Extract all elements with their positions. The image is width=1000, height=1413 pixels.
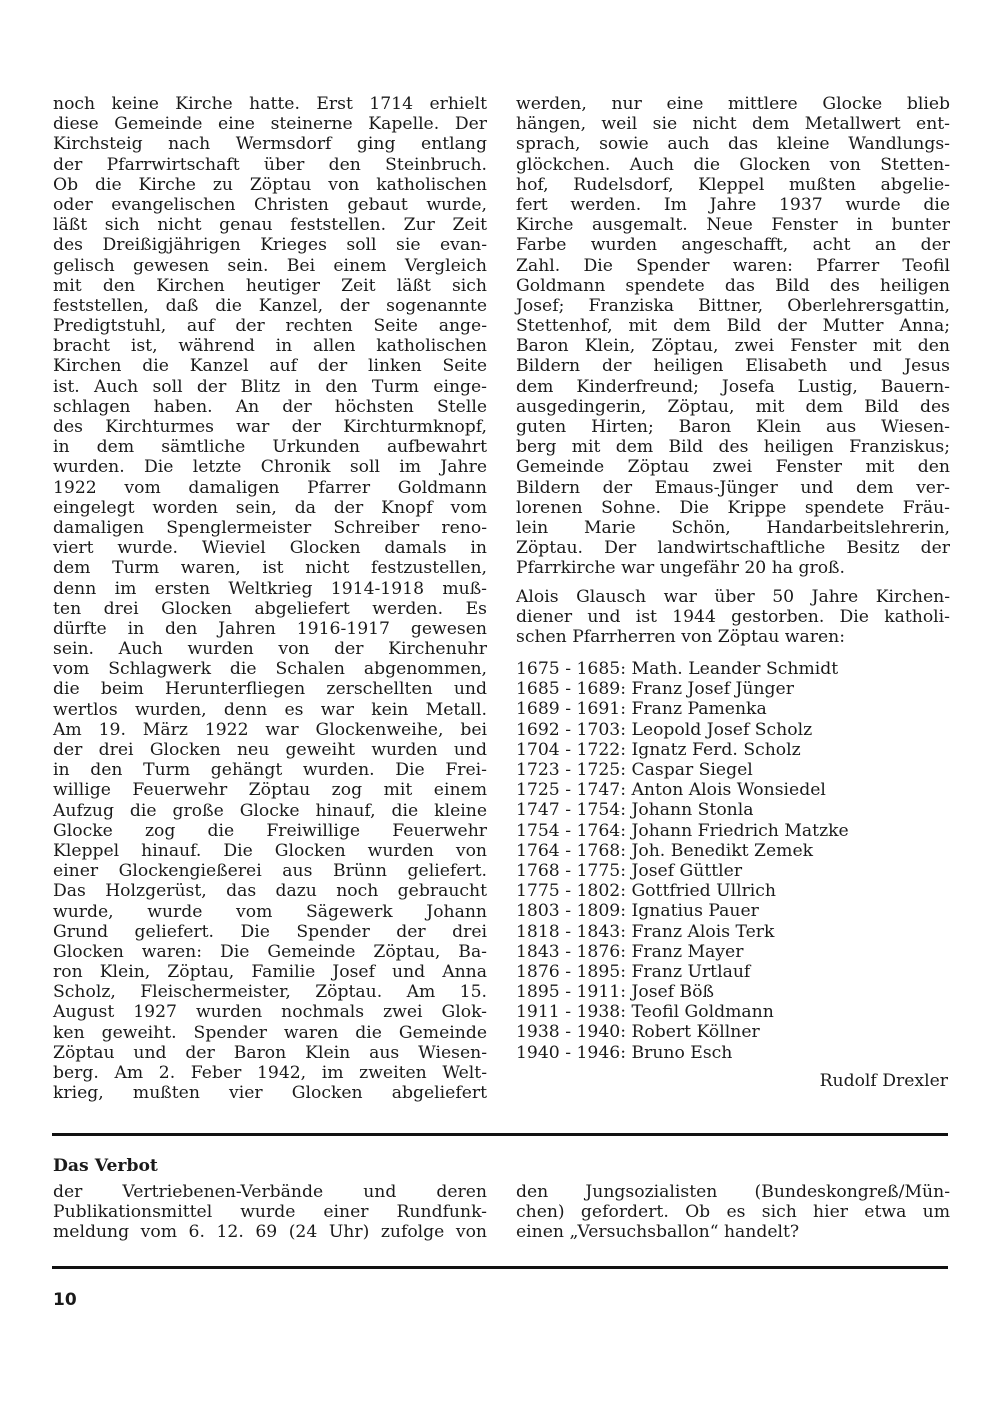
text-line: Zöptau und der Baron Klein aus Wiesen- xyxy=(53,1042,487,1063)
text-line: Glocken waren: Die Gemeinde Zöptau, Ba- xyxy=(53,941,487,962)
text-line: hängen, weil sie nicht dem Metallwert ent- xyxy=(516,114,950,135)
text-line: Gemeinde Zöptau zwei Fenster mit den xyxy=(516,457,950,478)
text-line: Alois Glausch war über 50 Jahre Kirchen- xyxy=(516,586,950,607)
pastor-years: 1704 - 1722: xyxy=(516,739,627,760)
text-line: sprach, sowie auch das kleine Wandlungs- xyxy=(516,134,950,155)
text-line: Zöptau. Der landwirtschaftliche Besitz der xyxy=(516,538,950,559)
pastor-years: 1685 - 1689: xyxy=(516,679,627,700)
pastor-name: Franz Mayer xyxy=(631,941,744,962)
text-line: 1922 vom damaligen Pfarrer Goldmann xyxy=(53,477,487,498)
text-line: der Vertriebenen-Verbände und deren xyxy=(53,1182,487,1202)
pastor-entry xyxy=(516,659,950,679)
section-divider-top xyxy=(52,1133,948,1136)
text-line: der drei Glocken neu geweiht wurden und xyxy=(53,740,487,760)
pastor-years: 1754 - 1764: xyxy=(516,820,627,841)
pastor-name: Josef Güttler xyxy=(631,860,743,881)
notice-right-column xyxy=(516,1182,950,1243)
text-line: diese Gemeinde eine steinerne Kapelle. Der xyxy=(53,114,487,135)
pastor-entry xyxy=(516,740,950,760)
pastor-years: 1843 - 1876: xyxy=(516,941,627,962)
pastor-years: 1725 - 1747: xyxy=(516,780,627,801)
pastor-entry xyxy=(516,922,950,942)
text-line: in den Turm gehängt wurden. Die Frei- xyxy=(53,760,487,781)
text-line: willige Feuerwehr Zöptau zog mit einem xyxy=(53,780,487,801)
pastor-name: Franz Urtlauf xyxy=(631,961,751,982)
text-line: krieg, mußten vier Glocken abgeliefert xyxy=(53,1083,487,1104)
text-line: der Pfarrwirtschaft über den Steinbruch. xyxy=(53,154,487,175)
notice-left-column xyxy=(53,1182,487,1243)
text-line: ausgedingerin, Zöptau, mit dem Bild des xyxy=(516,396,950,417)
pastor-name: Franz Pamenka xyxy=(631,699,767,720)
pastor-entry xyxy=(516,800,950,820)
page-number: 10 xyxy=(53,1290,77,1310)
text-line: Kirchsteig nach Wermsdorf ging entlang xyxy=(53,134,487,155)
text-line: gelisch gewesen sein. Bei einem Vergleich xyxy=(53,255,487,276)
text-line: fert werden. Im Jahre 1937 wurde die xyxy=(516,194,950,215)
text-line: wurde, wurde vom Sägewerk Johann xyxy=(53,901,487,922)
text-line: feststellen, daß die Kanzel, der sogenannte xyxy=(53,295,487,316)
text-line: Glocke zog die Freiwillige Feuerwehr xyxy=(53,820,487,841)
pastor-entry xyxy=(516,841,950,861)
text-line: schen Pfarrherren von Zöptau waren: xyxy=(516,626,845,647)
pastor-entry xyxy=(516,942,950,962)
text-line: chen) gefordert. Ob es sich hier etwa um xyxy=(516,1202,950,1223)
pastor-years: 1803 - 1809: xyxy=(516,901,627,922)
text-line: Publikationsmittel wurde einer Rundfunk- xyxy=(53,1202,487,1223)
pastor-entry xyxy=(516,1002,950,1022)
text-line: Stettenhof, mit dem Bild der Mutter Anna; xyxy=(516,316,950,337)
pastor-name: Ignatz Ferd. Scholz xyxy=(631,739,801,760)
text-line: ron Klein, Zöptau, Familie Josef und Anna xyxy=(53,962,487,983)
text-line: guten Hirten; Baron Klein aus Wiesen- xyxy=(516,417,950,437)
pastor-name: Gottfried Ullrich xyxy=(631,881,776,902)
pastor-years: 1689 - 1691: xyxy=(516,699,627,720)
pastor-years: 1764 - 1768: xyxy=(516,840,627,861)
text-line: ken geweiht. Spender waren die Gemeinde xyxy=(53,1022,487,1043)
text-line: sein. Auch wurden von der Kirchenuhr xyxy=(53,639,487,660)
pastor-name: Johann Stonla xyxy=(631,800,754,821)
text-line: noch keine Kirche hatte. Erst 1714 erhielt xyxy=(53,94,487,114)
pastor-name: Franz Josef Jünger xyxy=(631,679,794,700)
text-line: eingelegt worden sein, da der Knopf vom xyxy=(53,497,487,518)
pastor-years: 1692 - 1703: xyxy=(516,719,627,740)
text-line: Das Holzgerüst, das dazu noch gebraucht xyxy=(53,881,487,902)
text-line: des Kirchturmes war der Kirchturmknopf, xyxy=(53,417,487,437)
text-line: dem Kinderfreund; Josefa Lustig, Bauern- xyxy=(516,376,950,397)
text-line: Kleppel hinauf. Die Glocken wurden von xyxy=(53,840,487,861)
article-right-column xyxy=(516,94,950,1091)
text-line: ten drei Glocken abgeliefert werden. Es xyxy=(53,598,487,619)
text-line: viert wurde. Wieviel Glocken damals in xyxy=(53,538,487,559)
text-line: oder evangelischen Christen gebaut wurde, xyxy=(53,194,487,215)
pastor-years: 1911 - 1938: xyxy=(516,1002,627,1023)
pastor-entry xyxy=(516,962,950,982)
text-line: August 1927 wurden nochmals zwei Glok- xyxy=(53,1002,487,1023)
pastor-name: Robert Köllner xyxy=(631,1022,760,1043)
pastor-years: 1747 - 1754: xyxy=(516,800,627,821)
text-line: Baron Klein, Zöptau, zwei Fenster mit den xyxy=(516,336,950,357)
text-line: Farbe wurden angeschafft, acht an der xyxy=(516,235,950,256)
text-line: wertlos wurden, denn es war kein Metall. xyxy=(53,699,487,720)
pastor-years: 1775 - 1802: xyxy=(516,881,627,902)
author-signature: Rudolf Drexler xyxy=(819,1070,948,1091)
text-line: in dem sämtliche Urkunden aufbewahrt xyxy=(53,437,487,458)
text-line: ist. Auch soll der Blitz in den Turm einge- xyxy=(53,376,487,397)
text-line: Josef; Franziska Bittner, Oberlehrersgattin, xyxy=(516,295,950,316)
text-line: bracht ist, während in allen katholischen xyxy=(53,336,487,357)
text-line: werden, nur eine mittlere Glocke blieb xyxy=(516,94,950,114)
text-line: läßt sich nicht genau feststellen. Zur Zeit xyxy=(53,215,487,236)
text-line: des Dreißigjährigen Krieges soll sie evan- xyxy=(53,235,487,256)
pastor-name: Johann Friedrich Matzke xyxy=(631,820,849,841)
pastor-entry xyxy=(516,982,950,1002)
text-line: dem Turm waren, ist nicht festzustellen, xyxy=(53,558,487,579)
pastor-years: 1938 - 1940: xyxy=(516,1022,627,1043)
article-left-column xyxy=(53,94,487,1103)
text-line: damaligen Spenglermeister Schreiber reno- xyxy=(53,517,487,538)
text-line: Am 19. März 1922 war Glockenweihe, bei xyxy=(53,719,487,740)
text-line: lorenen Sohne. Die Krippe spendete Fräu- xyxy=(516,497,950,518)
text-line: meldung vom 6. 12. 69 (24 Uhr) zufolge von xyxy=(53,1222,487,1243)
text-line: Aufzug die große Glocke hinauf, die kleine xyxy=(53,800,487,821)
pastor-name: Bruno Esch xyxy=(631,1042,733,1063)
pastor-years: 1818 - 1843: xyxy=(516,921,627,942)
text-line: Zahl. Die Spender waren: Pfarrer Teofil xyxy=(516,255,950,276)
pastor-name: Joh. Benedikt Zemek xyxy=(631,840,814,861)
text-line: Bildern der heiligen Elisabeth und Jesus xyxy=(516,356,950,377)
pastor-name: Ignatius Pauer xyxy=(631,901,759,922)
pastor-name: Caspar Siegel xyxy=(631,760,753,780)
pastor-entry xyxy=(516,861,950,881)
text-line: Pfarrkirche war ungefähr 20 ha groß. xyxy=(516,558,845,579)
text-line: Kirche ausgemalt. Neue Fenster in bunter xyxy=(516,215,950,236)
text-line: dürfte in den Jahren 1916-1917 gewesen xyxy=(53,618,487,639)
pastor-name: Leopold Josef Scholz xyxy=(631,719,813,740)
text-line: berg mit dem Bild des heiligen Franziskus; xyxy=(516,437,950,458)
text-line: die beim Herunterfliegen zerschellten und xyxy=(53,679,487,700)
pastor-entry xyxy=(516,1043,950,1063)
text-line: Ob die Kirche zu Zöptau von katholischen xyxy=(53,174,487,195)
article-paragraph-donors xyxy=(516,94,950,579)
article-paragraph-sexton xyxy=(516,587,950,648)
pastor-entry xyxy=(516,720,950,740)
pastor-name: Franz Alois Terk xyxy=(631,921,775,942)
text-line: wurden. Die letzte Chronik soll im Jahre xyxy=(53,457,487,478)
text-line: Kirchen die Kanzel auf der linken Seite xyxy=(53,356,487,377)
text-line: diener und ist 1944 gestorben. Die katholi- xyxy=(516,606,950,627)
pastor-name: Teofil Goldmann xyxy=(631,1002,774,1023)
text-line: einer Glockengießerei aus Brünn geliefert. xyxy=(53,861,487,882)
pastor-years: 1768 - 1775: xyxy=(516,860,627,881)
pastor-list xyxy=(516,659,950,1063)
pastor-entry xyxy=(516,821,950,841)
pastor-name: Josef Böß xyxy=(631,982,714,1003)
text-line: den Jungsozialisten (Bundeskongreß/Mün- xyxy=(516,1182,950,1202)
text-line: Scholz, Fleischermeister, Zöptau. Am 15. xyxy=(53,982,487,1003)
text-line: einen „Versuchsballon“ handelt? xyxy=(516,1222,800,1243)
pastor-name: Math. Leander Schmidt xyxy=(631,659,839,680)
text-line: Predigtstuhl, auf der rechten Seite ange- xyxy=(53,316,487,337)
text-line: Grund geliefert. Die Spender der drei xyxy=(53,921,487,942)
text-line: hof, Rudelsdorf, Kleppel mußten abgelie- xyxy=(516,174,950,195)
text-line: Bildern der Emaus-Jünger und dem ver- xyxy=(516,477,950,498)
pastor-entry xyxy=(516,780,950,800)
pastor-entry xyxy=(516,699,950,719)
notice-title: Das Verbot xyxy=(53,1156,158,1176)
text-line: mit den Kirchen heutiger Zeit läßt sich xyxy=(53,275,487,296)
pastor-years: 1940 - 1946: xyxy=(516,1042,627,1063)
pastor-years: 1723 - 1725: xyxy=(516,760,627,780)
text-line: berg. Am 2. Feber 1942, im zweiten Welt- xyxy=(53,1063,487,1083)
paragraph-gap xyxy=(516,579,950,587)
text-line: lein Marie Schön, Handarbeitslehrerin, xyxy=(516,517,950,538)
section-divider-bottom xyxy=(52,1266,948,1269)
text-line: vom Schlagwerk die Schalen abgenommen, xyxy=(53,659,487,680)
pastor-years: 1675 - 1685: xyxy=(516,659,627,680)
pastor-entry xyxy=(516,901,950,921)
pastor-name: Anton Alois Wonsiedel xyxy=(631,780,826,801)
pastor-entry xyxy=(516,760,950,780)
text-line: schlagen haben. An der höchsten Stelle xyxy=(53,396,487,417)
pastor-entry xyxy=(516,679,950,699)
text-line: Goldmann spendete das Bild des heiligen xyxy=(516,275,950,296)
pastor-years: 1876 - 1895: xyxy=(516,961,627,982)
text-line: denn im ersten Weltkrieg 1914-1918 muß- xyxy=(53,578,487,599)
pastor-entry xyxy=(516,1022,950,1042)
pastor-entry xyxy=(516,881,950,901)
text-line: glöckchen. Auch die Glocken von Stetten- xyxy=(516,154,950,175)
pastor-years: 1895 - 1911: xyxy=(516,982,627,1003)
